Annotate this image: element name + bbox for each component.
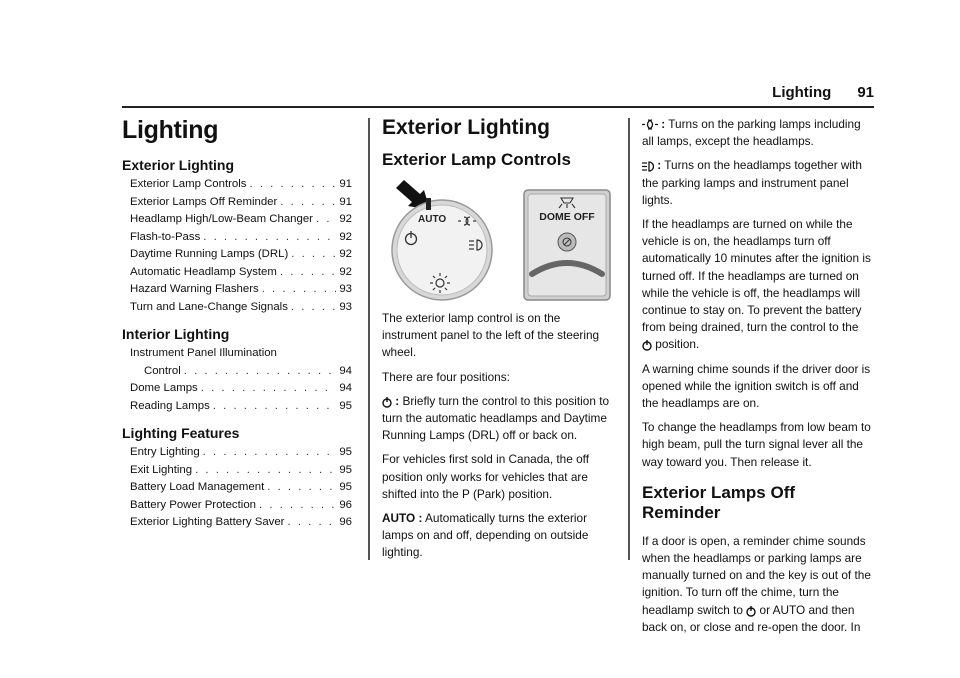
toc-entry-label-line (122, 345, 352, 363)
paragraph: A warning chime sounds if the driver door is opened while the ignition switch is off and the headlamps are on. (642, 361, 871, 411)
toc-entry-label: Turn and Lane-Change Signals (130, 300, 288, 313)
toc-entry-label: Control (144, 364, 181, 377)
paragraph-text: position. (652, 337, 700, 352)
toc-entry[interactable] (122, 211, 352, 229)
toc-leader-dots (201, 380, 337, 398)
toc-entry-page: 91 (339, 178, 352, 190)
paragraph-text: If a door is open, a reminder chime sounds when the headlamps or parking lamps are manually turned on and the key is out of the ignition. To turn off the chime, turn the headlamp switch to (642, 533, 871, 617)
header-rule (122, 106, 874, 108)
toc-leader-dots (203, 444, 337, 462)
toc-leader-dots (267, 479, 336, 497)
page-number: 91 (857, 84, 874, 101)
paragraph-text: or AUTO and then back on, or close and re-open the door. In (642, 602, 861, 634)
section-title: Exterior Lighting (382, 116, 550, 139)
toc-leader-dots (291, 246, 336, 264)
paragraph-lead: : (661, 117, 666, 131)
toc-entry-page: 92 (339, 265, 352, 278)
toc-entry-label: Reading Lamps (130, 399, 210, 412)
dome-off-label: DOME OFF (539, 211, 595, 223)
paragraph-text: Automatically turns the exterior lamps on and off, depending on outside lighting. (382, 511, 589, 560)
toc-entry-page: 95 (339, 446, 352, 458)
toc-entry-label: Exterior Lamp Controls (130, 178, 247, 190)
paragraph: To change the headlamps from low beam to high beam, pull the turn signal lever all the way toward you. Then release it. (642, 420, 871, 469)
toc-entry-label: Headlamp High/Low-Beam Changer (130, 213, 313, 225)
toc-leader-dots (291, 299, 336, 317)
toc-entry-label: Hazard Warning Flashers (130, 283, 259, 295)
toc-entry-page: 93 (339, 300, 352, 313)
toc-leader-dots (316, 211, 336, 229)
column-divider (368, 118, 370, 560)
headlamp-icon (642, 161, 654, 172)
toc-leader-dots (259, 497, 336, 515)
toc-entry[interactable] (122, 194, 352, 212)
toc-entry[interactable] (122, 229, 352, 247)
toc-entry[interactable] (122, 299, 352, 317)
toc-entry-page: 93 (339, 283, 352, 295)
toc-leader-dots (280, 264, 336, 282)
toc-entry-page: 95 (339, 399, 352, 412)
toc-entry-page: 95 (339, 463, 352, 476)
toc-entry-page: 92 (339, 213, 352, 225)
toc-entry[interactable] (122, 398, 352, 416)
toc-leader-dots (195, 462, 336, 480)
toc-entry-page: 91 (339, 195, 352, 208)
power-icon (746, 605, 756, 617)
toc-section (122, 157, 352, 316)
paragraph-text: Turns on the headlamps together with the parking lamps and instrument panel lights. (642, 158, 862, 207)
paragraph-text: If the headlamps are turned on while the vehicle is on, the headlamps turn off automatically 10 minutes after the ignition is turned off. If the headlamps are turned on while the vehicle is off, the headlamps will continue to stay on. To prevent the battery from being drained, turn the control to the (642, 217, 871, 335)
toc-entry-page: 94 (339, 382, 352, 394)
toc-section-heading: Exterior Lighting (122, 157, 234, 173)
toc-entry[interactable] (122, 479, 352, 497)
toc-entry-page: 96 (339, 516, 352, 528)
paragraph-auto-off (642, 216, 874, 354)
content-column-2 (382, 116, 612, 569)
lamp-control-figure (382, 180, 612, 302)
paragraph-lead: : (657, 158, 662, 173)
toc-sections (122, 157, 352, 532)
parking-lamp-icon (642, 119, 658, 130)
lamp-control-illustration (382, 180, 612, 302)
toc-leader-dots (262, 281, 337, 299)
toc-entry-page: 96 (339, 498, 352, 511)
knob-indicator (426, 198, 431, 210)
toc-section-heading: Lighting Features (122, 425, 240, 441)
toc-entry[interactable] (122, 363, 352, 381)
toc-entry-label: Exit Lighting (130, 463, 193, 476)
paragraph: For vehicles first sold in Canada, the off position only works for vehicles that are shifted into the P (Park) position. (382, 452, 589, 501)
toc-column (122, 116, 352, 532)
toc-entry-label: Automatic Headlamp System (130, 265, 277, 278)
running-header (772, 84, 874, 101)
toc-entry-label: Battery Power Protection (130, 498, 256, 511)
toc-leader-dots (249, 176, 336, 194)
header-title: Lighting (772, 84, 832, 101)
toc-entry[interactable] (122, 264, 352, 282)
knob-auto-label: AUTO (418, 214, 447, 225)
subsection-title: Exterior Lamp Controls (382, 150, 571, 169)
paragraph-auto (382, 510, 612, 562)
toc-entry-label: Battery Load Management (130, 481, 265, 493)
toc-entry-page: 94 (339, 364, 352, 377)
toc-entry-page: 92 (339, 230, 352, 243)
power-icon (382, 396, 392, 408)
toc-leader-dots (213, 398, 337, 416)
paragraph-parking-lamps (642, 116, 874, 150)
toc-entry-page: 92 (339, 248, 352, 260)
toc-entry-label: Dome Lamps (130, 382, 198, 394)
toc-entry-label: Instrument Panel Illumination (130, 347, 277, 359)
toc-leader-dots (280, 194, 336, 212)
toc-entry[interactable] (122, 497, 352, 515)
toc-leader-dots (287, 514, 336, 532)
toc-entry[interactable] (122, 176, 352, 194)
toc-entry-page: 95 (339, 481, 352, 493)
toc-entry-label: Daytime Running Lamps (DRL) (130, 248, 289, 260)
paragraph-lead: AUTO : (382, 511, 423, 526)
content-column-3 (642, 116, 874, 643)
chapter-title: Lighting (122, 116, 219, 144)
power-icon (642, 339, 652, 351)
toc-section (122, 326, 352, 415)
paragraph-reminder (642, 533, 874, 636)
toc-section (122, 425, 352, 532)
paragraph-lead: : (395, 393, 400, 408)
paragraph: The exterior lamp control is on the instrument panel to the left of the steering wheel. (382, 311, 600, 360)
toc-entry[interactable] (122, 514, 352, 532)
toc-entry[interactable] (122, 281, 352, 299)
toc-leader-dots (184, 363, 337, 381)
toc-entry-label: Flash-to-Pass (130, 230, 201, 243)
paragraph: There are four positions: (382, 369, 510, 384)
paragraph-text: Turns on the parking lamps including all lamps, except the headlamps. (642, 117, 861, 149)
toc-section-heading: Interior Lighting (122, 326, 230, 342)
paragraph-off-position (382, 393, 612, 445)
paragraph-headlamps (642, 157, 874, 209)
toc-entry-label: Exterior Lighting Battery Saver (130, 516, 285, 528)
toc-leader-dots (203, 229, 336, 247)
toc-entry[interactable] (122, 380, 352, 398)
toc-entry[interactable] (122, 444, 352, 462)
column-divider (628, 118, 630, 560)
paragraph-text: Briefly turn the control to this position to turn the automatic headlamps and Daytime Running Lamps (DRL) off or back on. (382, 393, 610, 443)
toc-entry-label: Entry Lighting (130, 446, 200, 458)
subsection-title: Exterior Lamps Off Reminder (642, 482, 796, 522)
toc-entry[interactable] (122, 246, 352, 264)
toc-entry-label: Exterior Lamps Off Reminder (130, 195, 278, 208)
toc-entry[interactable] (122, 462, 352, 480)
